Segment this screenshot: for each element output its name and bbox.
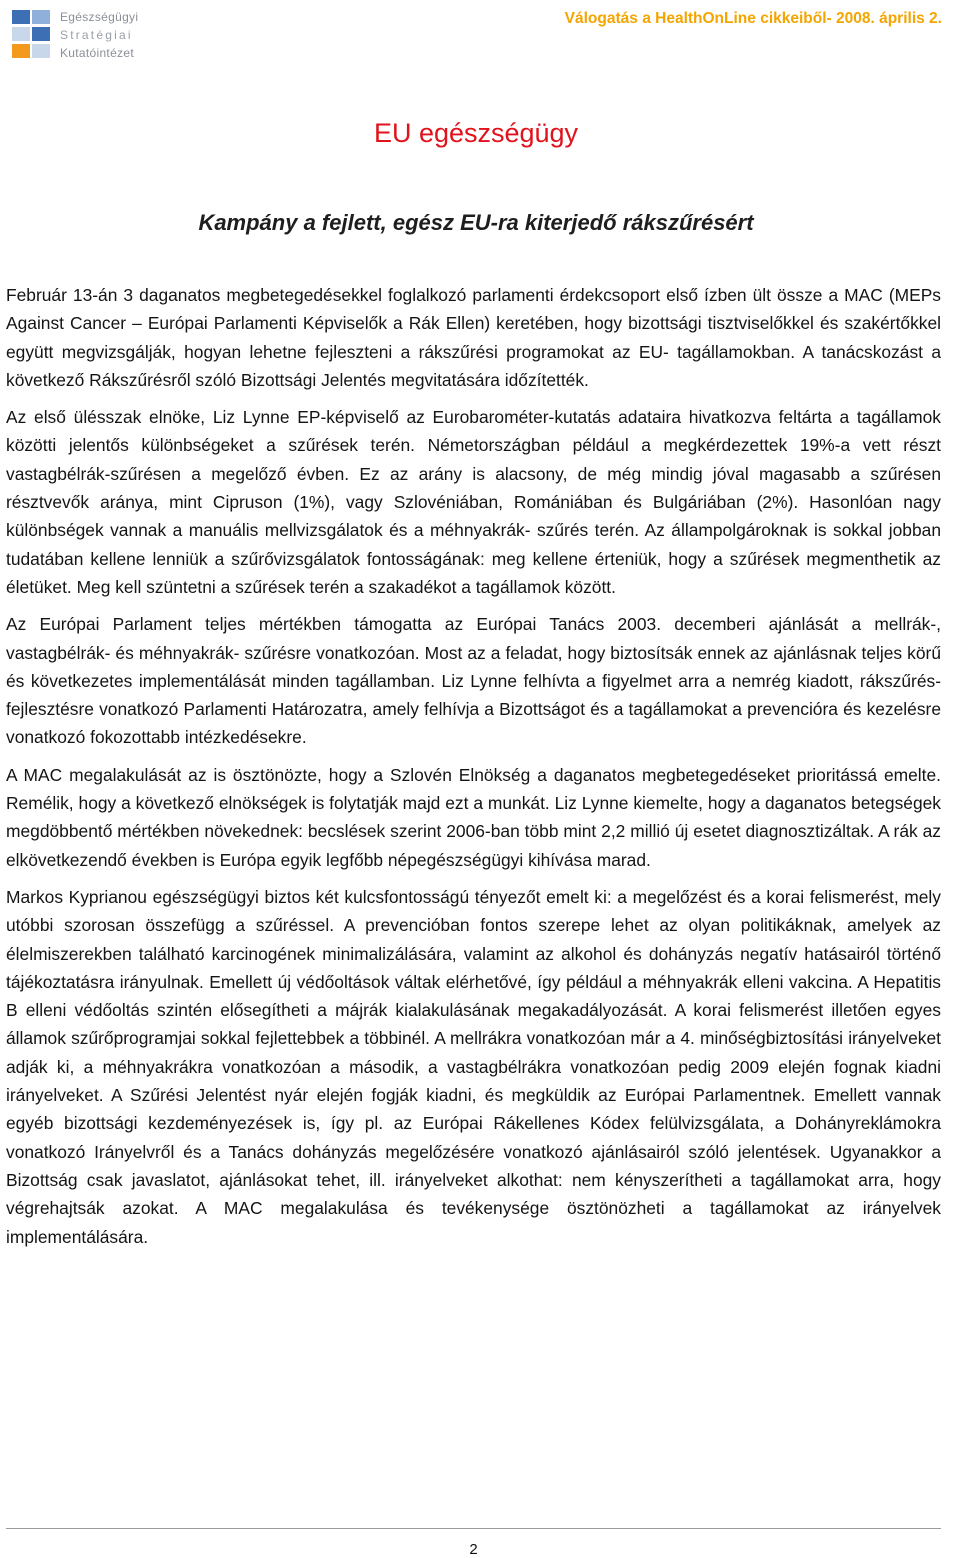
logo-line-2: Stratégiai [60,28,133,42]
logo-mark-icon [10,6,54,62]
article-body [6,281,941,1260]
page-title: EU egészségügy [373,118,579,148]
page-header [0,0,960,70]
paragraph-3: Az Európai Parlament teljes mértékben támogatta az Európai Tanács 2003. decemberi ajánlását a mellrák-, vastagbélrák- és méhnyakrák- szűrésre vonatkozóan. Most az a feladat, hogy biztosítsák ennek az ajánlásnak teljes körű és következetes implementálását minden tagállamban. Liz Lynne felhívta a figyelmet arra a nemrég kiadott, rákszűrés-fejlesztésre vonatkozó Parlamenti Határozatra, amely felhívja a Bizottságot és a tagállamokat a prevencióra és kezelésre vonatkozó fokozottabb intézkedésekre. [6,614,941,748]
paragraph-1: Február 13-án 3 daganatos megbetegedésekkel foglalkozó parlamenti érdekcsoport első ízben ült össze a MAC (MEPs Against Cancer – Európai Parlamenti Képviselők a Rák Ellen) keretében, hogy bizottsági tisztviselőkkel és szakértőkkel együtt megvizsgálják, hogyan lehetne fejleszteni a rákszűrési programokat az EU- tagállamokban. A tanácskozást a következő Rákszűrésről szóló Bizottsági Jelentés megvitatására időzítették. [6,285,941,390]
logo-text [60,8,160,62]
logo-line-1: Egészségügyi [60,10,139,24]
page-number: 2 [469,1541,478,1558]
paragraph-4: A MAC megalakulását az is ösztönözte, hogy a Szlovén Elnökség a daganatos megbetegedéseket prioritássá emelte. Remélik, hogy a következő elnökségek is folytatják majd ezt a munkát. Liz Lynne kiemelte, hogy a daganatos betegségek megdöbbentő mértékben növekednek: becslések szerint 2006-ban több mint 2,2 millió új esetet diagnosztizáltak. A rák az elkövetkezendő években is Európa egyik legfőbb népegészségügyi kihívása marad. [6,764,941,870]
footer-divider [6,1528,941,1529]
logo-line-3: Kutatóintézet [60,46,134,60]
header-title: Válogatás a HealthOnLine cikkeiből- 2008. április 2. [564,10,942,27]
paragraph-5: Markos Kyprianou egészségügyi biztos két kulcsfontosságú tényezőt emelt ki: a megelőzést és a korai felismerést, mely utóbbi szorosan összefügg a szűréssel. A prevencióban fontos szerepe lehet az olyan politikáknak, amelyek az élelmiszerekben található karcinogének minimalizálására, valamint az alkohol és dohányzás negatív hatásairól történő tájékoztatásra irányulnak. Emellett új védőoltások váltak elérhetővé, így például a méhnyakrák elleni vakcina. A Hepatitis B elleni védőoltás szintén elősegítheti a májrák kialakulásának megakadályozását. A korai felismerést illetően egyes államok szűrőprogramjai sokkal fejlettebbek a többinél. A mellrákra vonatkozóan már a 4. minőségbiztosítási irányelveket adják ki, a méhnyakrákra vonatkozóan a második, a vastagbélrákra vonatkozóan pedig 2009 elején fognak kiadni irányelveket. A Szűrési Jelentést nyár elején fogják kiadni, és megküldik az Európai Parlamentnek. Emellett vannak egyéb bizottsági kezdeményezések is, így pl. az Európai Rákellenes Kódex felülvizsgálata, a Dohányreklámokra vonatkozó Irányelvről és a Tanács dohányzás megelőzésére vonatkozó ajánlásairól szóló jelentések. Ugyanakkor a Bizottság csak javaslatot, ajánlásokat tehet, ill. irányelveket alkothat: nem kényszerítheti a tagállamokat arra, hogy végrehajtsák azokat. A MAC megalakulása és tevékenysége ösztönözheti a tagállamokat az irányelvek implementálására. [6,886,941,1247]
paragraph-2: Az első ülésszak elnöke, Liz Lynne EP-képviselő az Eurobarométer-kutatás adataira hivatkozva feltárta a tagállamok közötti jelentős különbségeket a szűrések terén. Németországban például a megkérdezettek 19%-a vett részt vastagbélrák-szűrésen a megelőző évben. Ez az arány is alacsony, de még mindig jóval magasabb a szűrésen résztvevők aránya, mint Cipruson (1%), vagy Szlovéniában, Romániában és Bulgáriában (2%). Hasonlóan nagy különbségek vannak a manuális mellvizsgálatok és a méhnyakrák- szűrés terén. Az állampolgároknak is sokkal jobban tudatában kellene lenniük a szűrővizsgálatok fontosságának: meg kellene érteniük, hogy a szűrések megmenthetik az életüket. Meg kell szüntetni a szűrések terén a szakadékot a tagállamok között. [6,407,941,597]
article-subtitle: Kampány a fejlett, egész EU-ra kiterjedő rákszűrésért [198,210,754,235]
institute-logo [10,6,160,62]
